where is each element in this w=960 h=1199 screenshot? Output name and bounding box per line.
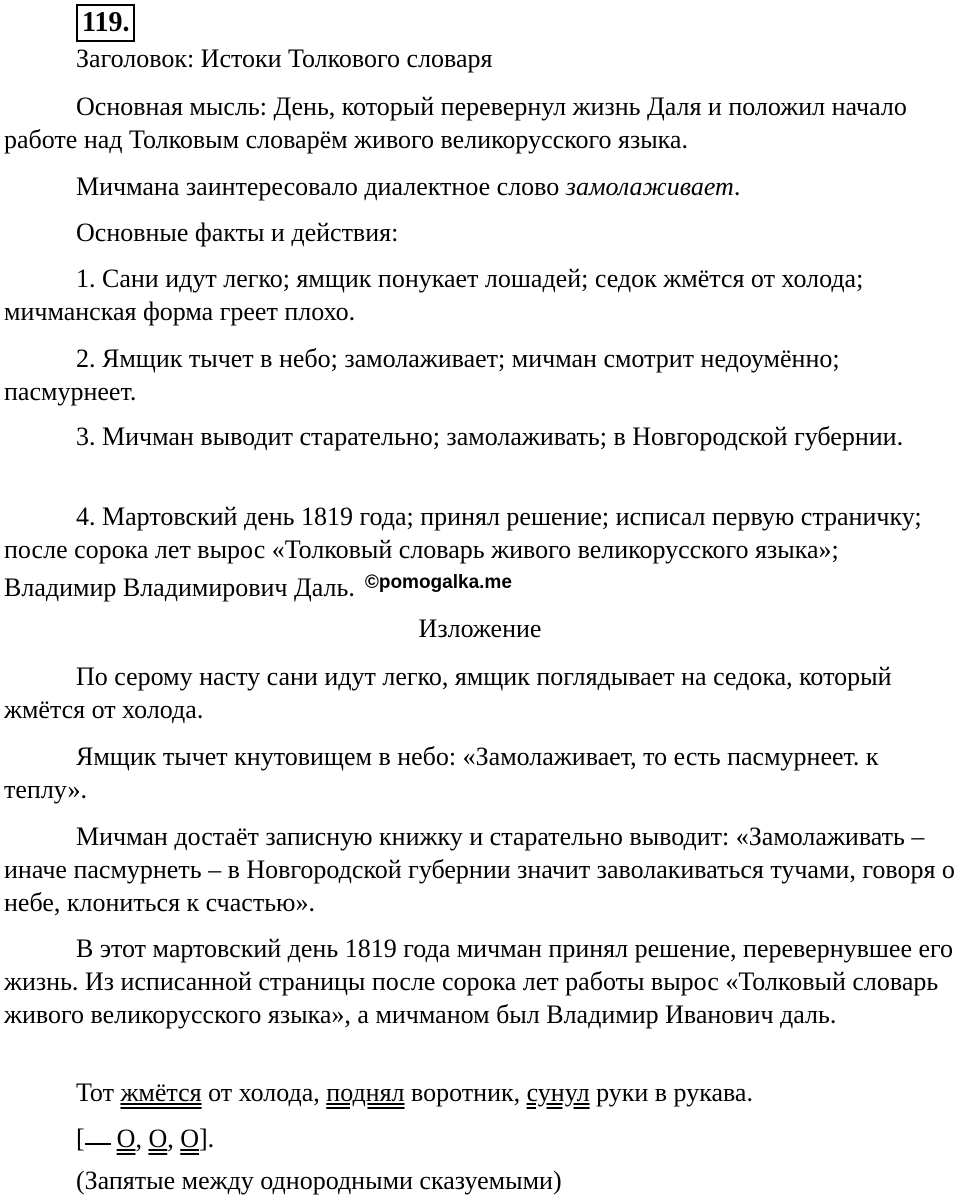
predicate-2: поднял <box>326 1078 405 1107</box>
watermark: ©pomogalka.me <box>364 572 512 593</box>
essay-paragraph: По серому насту сани идут легко, ямщик поглядывает на седока, который жмётся от холода. <box>4 662 892 724</box>
outline-title: Заголовок: Истоки Толкового словаря <box>76 44 493 73</box>
sentence-part: от холода, <box>201 1078 327 1107</box>
sentence-part: воротник, <box>404 1078 527 1107</box>
scheme-sep: , <box>135 1124 149 1153</box>
predicate-1: жмётся <box>120 1078 202 1107</box>
essay-paragraph: В этот мартовский день 1819 года мичман принял решение, перевернувшее его жизнь. Из исписанной страницы после сорока лет работы вырос «Толковый словарь живого великорусского языка», а мичманом был Владимир Иванович даль. <box>4 934 954 1029</box>
dialect-word: замолаживает <box>565 172 734 201</box>
essay-paragraph: Мичман достаёт записную книжку и старательно выводит: «Замолаживать – иначе пасмурнеть – в Новгородской губернии значит заволакиваться тучами, говоря о небе, клониться к счастью». <box>4 822 955 917</box>
fact-item: 1. Сани идут легко; ямщик понукает лошадей; седок жмётся от холода; мичманская форма греет плохо. <box>4 264 864 326</box>
scheme-bracket: [ <box>76 1124 85 1153</box>
essay-paragraph: Ямщик тычет кнутовищем в небо: «Замолаживает, то есть пасмурнеет. к теплу». <box>4 742 879 804</box>
task-number: 119. <box>76 4 135 42</box>
fact-item-4 <box>4 500 956 604</box>
fact-item: 3. Мичман выводит старательно; замолаживать; в Новгородской губернии. <box>76 422 904 451</box>
scheme-bracket: ]. <box>199 1124 215 1153</box>
scheme-predicate: О <box>116 1124 136 1153</box>
scheme-predicate: О <box>148 1124 168 1153</box>
facts-heading: Основные факты и действия: <box>76 218 399 247</box>
interest-prefix: Мичмана заинтересовало диалектное слово <box>76 172 566 201</box>
sentence-part: Тот <box>76 1078 121 1107</box>
interest-suffix: . <box>733 172 741 201</box>
subject-blank <box>85 1143 111 1145</box>
essay-heading: Изложение <box>418 614 542 643</box>
fact-item: 4. Мартовский день 1819 года; принял решение; исписал первую страничку; после сорока лет вырос «Толковый словарь живого великорусского языка»; Владимир Владимирович Даль. <box>4 502 922 602</box>
sentence-part: руки в рукава. <box>589 1078 753 1107</box>
grammar-note: (Запятые между однородными сказуемыми) <box>76 1166 562 1195</box>
scheme-sep: , <box>167 1124 181 1153</box>
grammar-sentence <box>4 1076 956 1109</box>
predicate-3: сунул <box>526 1078 590 1107</box>
sentence-scheme <box>4 1122 956 1155</box>
scheme-predicate: О <box>180 1124 200 1153</box>
main-idea: Основная мысль: День, который перевернул жизнь Даля и положил начало работе над Толковым словарём живого великорусского языка. <box>4 92 907 154</box>
fact-item: 2. Ямщик тычет в небо; замолаживает; мичман смотрит недоумённо; пасмурнеет. <box>4 344 840 406</box>
interest-line <box>4 170 956 203</box>
